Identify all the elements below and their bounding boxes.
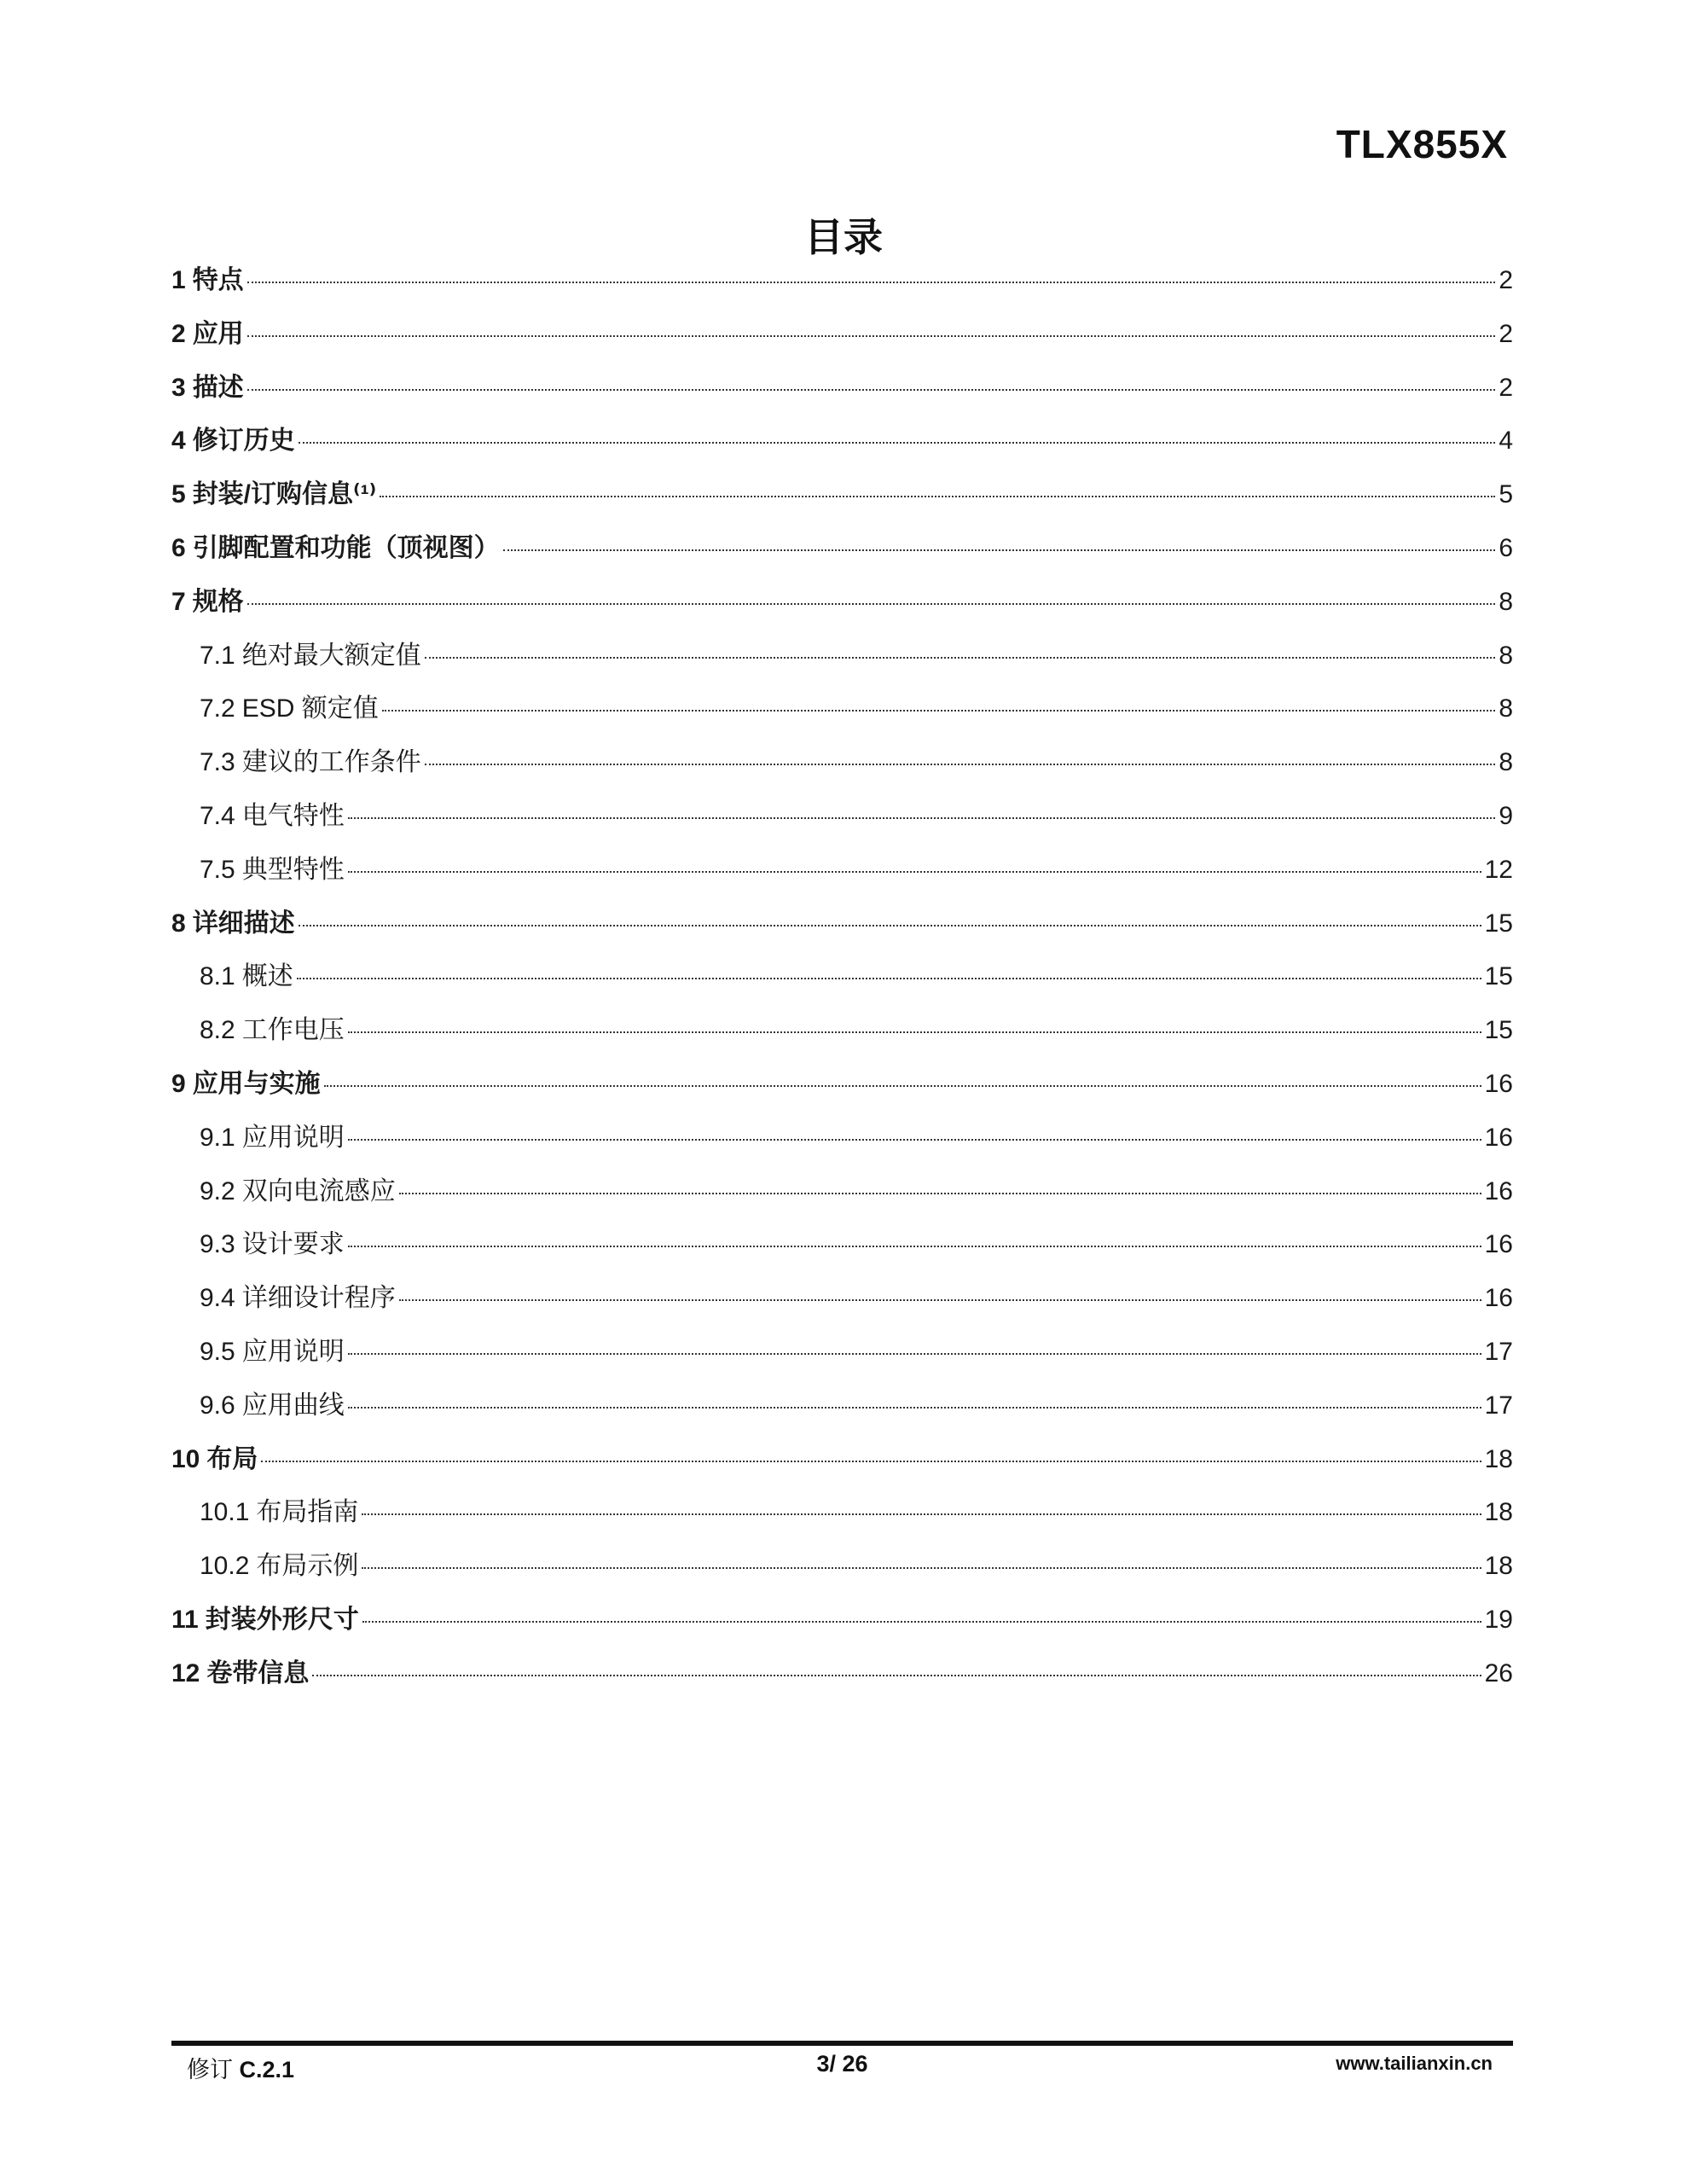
toc-entry-label	[171, 522, 500, 576]
toc-entry-text: 布局	[206, 1444, 258, 1473]
toc-entry-number: 12	[171, 1658, 200, 1687]
toc-entry-page-number: 16	[1484, 1284, 1513, 1313]
toc-entry-label	[200, 1486, 358, 1540]
toc-entry-label	[171, 897, 295, 951]
toc-entry-label	[171, 1433, 258, 1487]
toc-entry-page-number: 9	[1499, 801, 1513, 830]
toc-dot-leader	[324, 1085, 1481, 1087]
toc-entry-label	[200, 950, 293, 1004]
toc-dot-leader	[380, 496, 1495, 497]
toc-entry-label	[171, 415, 295, 468]
toc-entry-text: 应用说明	[241, 1123, 345, 1152]
toc-entry-3[interactable]	[171, 362, 1513, 415]
toc-entry-9-6[interactable]	[171, 1380, 1513, 1433]
toc-entry-text: ESD 额定值	[241, 694, 379, 723]
toc-entry-label	[200, 844, 345, 897]
toc-entry-page-number: 15	[1484, 1016, 1513, 1045]
toc-entry-number: 9.2	[200, 1176, 235, 1205]
toc-entry-text: 修订历史	[192, 427, 295, 456]
toc-entry-text: 布局指南	[256, 1498, 359, 1527]
toc-entry-page-number: 6	[1499, 533, 1513, 562]
toc-dot-leader	[312, 1675, 1481, 1676]
toc-entry-number: 9.4	[200, 1284, 235, 1313]
toc-entry-page-number: 16	[1484, 1176, 1513, 1205]
toc-dot-leader	[362, 1513, 1481, 1515]
toc-entry-label	[200, 630, 421, 683]
toc-entry-page-number: 17	[1484, 1391, 1513, 1420]
toc-entry-text: 封装/订购信息⁽¹⁾	[192, 480, 377, 509]
toc-entry-page-number: 8	[1499, 641, 1513, 670]
toc-entry-4[interactable]	[171, 415, 1513, 468]
toc-entry-2[interactable]	[171, 308, 1513, 362]
toc-entry-text: 应用	[192, 319, 244, 348]
toc-entry-page-number: 18	[1484, 1444, 1513, 1473]
toc-entry-text: 双向电流感应	[241, 1176, 396, 1205]
toc-entry-page-number: 15	[1484, 962, 1513, 991]
toc-entry-7[interactable]	[171, 576, 1513, 630]
toc-entry-text: 详细设计程序	[241, 1284, 396, 1313]
toc-entry-number: 2	[171, 319, 186, 348]
toc-entry-text: 应用与实施	[192, 1069, 321, 1098]
toc-dot-leader	[348, 1139, 1481, 1141]
toc-dot-leader	[261, 1461, 1481, 1462]
toc-entry-9-2[interactable]	[171, 1165, 1513, 1219]
toc-entry-10-1[interactable]	[171, 1486, 1513, 1540]
toc-entry-number: 7	[171, 587, 186, 616]
toc-entry-7-2[interactable]	[171, 682, 1513, 736]
toc-entry-page-number: 16	[1484, 1123, 1513, 1152]
toc-entry-9-3[interactable]	[171, 1218, 1513, 1272]
toc-dot-leader	[425, 657, 1496, 659]
toc-entry-number: 4	[171, 427, 186, 456]
toc-entry-label	[171, 254, 244, 308]
toc-entry-label	[200, 790, 345, 844]
toc-entry-label	[171, 1647, 309, 1701]
toc-entry-page-number: 26	[1484, 1658, 1513, 1687]
toc-entry-text: 建议的工作条件	[241, 748, 421, 777]
toc-entry-label	[200, 682, 379, 736]
toc-entry-label	[200, 1218, 345, 1272]
footer-page-indicator: 3/ 26	[816, 2051, 868, 2077]
toc-entry-text: 封装外形尺寸	[205, 1605, 359, 1634]
toc-entry-text: 卷带信息	[206, 1658, 310, 1687]
toc-entry-page-number: 16	[1484, 1230, 1513, 1259]
toc-entry-6[interactable]	[171, 522, 1513, 576]
toc-entry-text: 详细描述	[192, 909, 295, 938]
toc-dot-leader	[362, 1621, 1481, 1623]
toc-entry-number: 7.1	[200, 641, 235, 670]
toc-dot-leader	[348, 1246, 1481, 1247]
toc-entry-9[interactable]	[171, 1058, 1513, 1112]
toc-entry-1[interactable]	[171, 254, 1513, 308]
toc-dot-leader	[348, 1031, 1481, 1033]
toc-entry-text: 描述	[192, 373, 244, 402]
toc-dot-leader	[348, 871, 1481, 873]
toc-entry-page-number: 4	[1499, 427, 1513, 456]
toc-title: 目录	[804, 215, 883, 259]
toc-entry-text: 布局示例	[256, 1552, 359, 1581]
toc-entry-7-3[interactable]	[171, 736, 1513, 790]
toc-dot-leader	[297, 978, 1481, 979]
toc-entry-page-number: 18	[1484, 1498, 1513, 1527]
toc-entry-text: 规格	[192, 587, 244, 616]
toc-dot-leader	[247, 335, 1496, 337]
toc-dot-leader	[348, 1353, 1481, 1355]
document-product-title: TLX855X	[1336, 122, 1508, 166]
toc-entry-number: 1	[171, 266, 186, 294]
toc-dot-leader	[247, 603, 1496, 605]
toc-entry-11[interactable]	[171, 1594, 1513, 1647]
toc-entry-number: 3	[171, 373, 186, 402]
toc-entry-number: 6	[171, 533, 186, 562]
toc-entry-page-number: 8	[1499, 587, 1513, 616]
toc-entry-8-2[interactable]	[171, 1004, 1513, 1058]
toc-entry-label	[200, 1272, 396, 1326]
toc-dot-leader	[348, 817, 1496, 819]
toc-entry-page-number: 8	[1499, 748, 1513, 777]
toc-entry-page-number: 2	[1499, 373, 1513, 402]
toc-entry-page-number: 8	[1499, 694, 1513, 723]
toc-entry-8-1[interactable]	[171, 950, 1513, 1004]
toc-entry-8[interactable]	[171, 897, 1513, 951]
toc-entry-label	[171, 576, 244, 630]
toc-entry-text: 工作电压	[241, 1016, 345, 1045]
toc-entry-10[interactable]	[171, 1433, 1513, 1487]
toc-entry-number: 10	[171, 1444, 200, 1473]
toc-entry-label	[171, 468, 376, 522]
toc-entry-number: 11	[171, 1605, 199, 1634]
toc-entry-text: 引脚配置和功能（顶视图）	[192, 533, 500, 562]
toc-dot-leader	[425, 764, 1496, 765]
toc-entry-label	[200, 1165, 396, 1219]
toc-entry-number: 7.3	[200, 748, 235, 777]
toc-entry-7-5[interactable]	[171, 844, 1513, 897]
toc-entry-page-number: 15	[1484, 909, 1513, 938]
toc-entry-text: 设计要求	[241, 1230, 345, 1259]
toc-entry-page-number: 19	[1484, 1605, 1513, 1634]
toc-entry-number: 5	[171, 480, 186, 509]
toc-dot-leader	[399, 1193, 1481, 1194]
toc-entry-label	[171, 362, 244, 415]
toc-entry-label	[200, 1380, 345, 1433]
toc-entry-number: 7.2	[200, 694, 235, 723]
toc-list	[171, 254, 1513, 1701]
toc-entry-7-4[interactable]	[171, 790, 1513, 844]
footer-rule	[171, 2041, 1513, 2046]
toc-entry-text: 应用曲线	[241, 1391, 345, 1420]
toc-entry-9-1[interactable]	[171, 1112, 1513, 1165]
toc-entry-page-number: 16	[1484, 1069, 1513, 1098]
toc-entry-label	[171, 308, 244, 362]
toc-entry-label	[200, 1004, 345, 1058]
toc-dot-leader	[299, 925, 1481, 926]
toc-entry-7-1[interactable]	[171, 630, 1513, 683]
toc-entry-number: 9	[171, 1069, 186, 1098]
footer-website[interactable]: www.tailianxin.cn	[1336, 2053, 1493, 2074]
toc-entry-label	[171, 1058, 321, 1112]
toc-entry-page-number: 2	[1499, 266, 1513, 294]
toc-entry-number: 8.2	[200, 1016, 235, 1045]
toc-entry-9-4[interactable]	[171, 1272, 1513, 1326]
toc-entry-number: 7.4	[200, 801, 235, 830]
toc-entry-12[interactable]	[171, 1647, 1513, 1701]
toc-entry-number: 9.1	[200, 1123, 235, 1152]
page-footer	[171, 2048, 1513, 2082]
toc-entry-number: 9.5	[200, 1337, 235, 1366]
toc-dot-leader	[362, 1567, 1481, 1569]
footer-revision-label: 修订	[187, 2057, 233, 2082]
toc-entry-page-number: 2	[1499, 319, 1513, 348]
toc-entry-number: 8	[171, 909, 186, 938]
toc-entry-page-number: 5	[1499, 480, 1513, 509]
toc-entry-page-number: 18	[1484, 1552, 1513, 1581]
toc-entry-5[interactable]	[171, 468, 1513, 522]
toc-dot-leader	[247, 282, 1496, 283]
toc-entry-page-number: 17	[1484, 1337, 1513, 1366]
toc-entry-text: 特点	[192, 266, 244, 294]
toc-dot-leader	[299, 442, 1496, 444]
toc-dot-leader	[247, 389, 1496, 391]
toc-dot-leader	[382, 710, 1496, 712]
toc-entry-number: 9.3	[200, 1230, 235, 1259]
toc-entry-text: 应用说明	[241, 1337, 345, 1366]
footer-revision-code: C.2.1	[239, 2057, 295, 2082]
toc-entry-page-number: 12	[1484, 855, 1513, 884]
toc-entry-text: 典型特性	[241, 855, 345, 884]
toc-entry-label	[171, 1594, 359, 1647]
toc-entry-label	[200, 736, 421, 790]
toc-entry-number: 8.1	[200, 962, 235, 991]
toc-entry-text: 绝对最大额定值	[241, 641, 421, 670]
toc-dot-leader	[348, 1407, 1481, 1409]
toc-entry-label	[200, 1112, 345, 1165]
toc-entry-text: 概述	[241, 962, 293, 991]
toc-entry-9-5[interactable]	[171, 1326, 1513, 1380]
toc-entry-label	[200, 1540, 358, 1594]
toc-entry-number: 9.6	[200, 1391, 235, 1420]
toc-dot-leader	[399, 1299, 1481, 1301]
toc-entry-label	[200, 1326, 345, 1380]
toc-entry-number: 10.2	[200, 1552, 250, 1581]
toc-entry-text: 电气特性	[241, 801, 345, 830]
toc-entry-number: 10.1	[200, 1498, 250, 1527]
toc-dot-leader	[503, 549, 1496, 551]
toc-entry-10-2[interactable]	[171, 1540, 1513, 1594]
toc-entry-number: 7.5	[200, 855, 235, 884]
